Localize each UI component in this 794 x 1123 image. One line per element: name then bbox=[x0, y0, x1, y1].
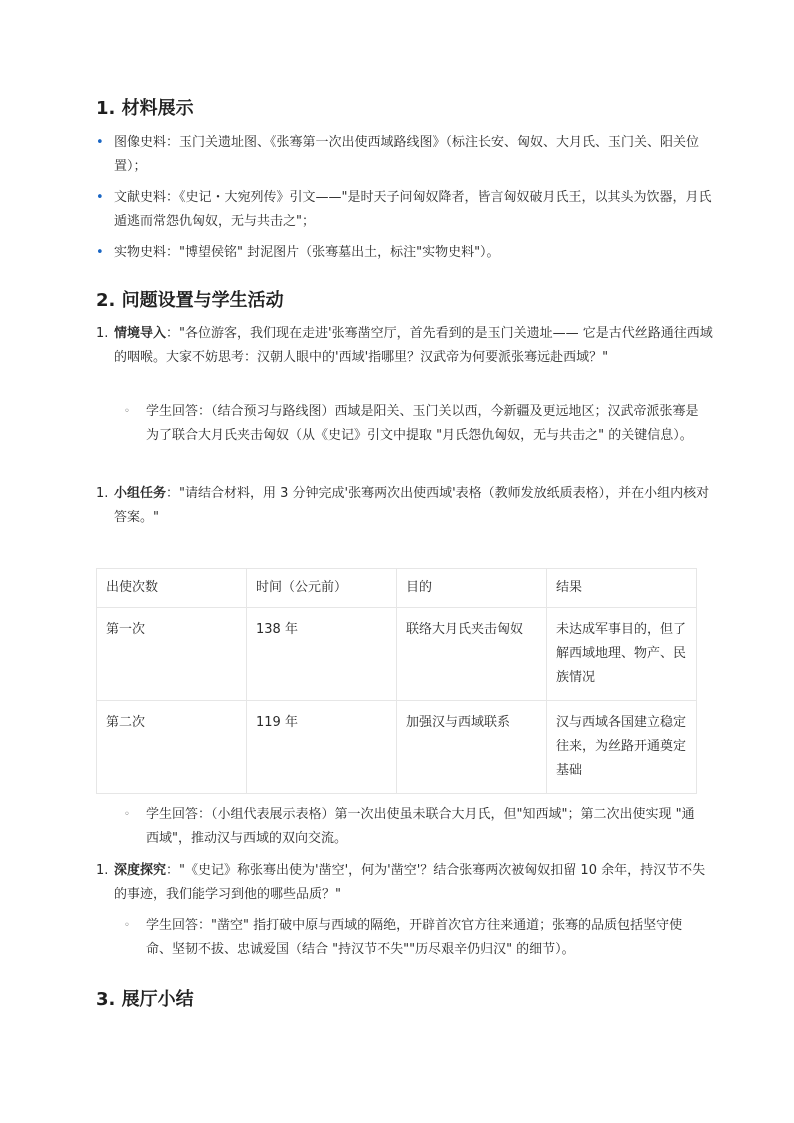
circle-bullet-icon: ◦ bbox=[124, 920, 130, 931]
table-cell: 138 年 bbox=[247, 608, 397, 701]
list-item-document-material bbox=[96, 186, 716, 234]
section-title-materials: 1. 材料展示 bbox=[96, 98, 194, 119]
section-title-summary: 3. 展厅小结 bbox=[96, 989, 194, 1010]
question-label: 情境导入 bbox=[114, 326, 167, 341]
table-header-cell: 目的 bbox=[397, 569, 547, 608]
question-situation bbox=[96, 322, 716, 370]
table-cell: 第一次 bbox=[97, 608, 247, 701]
question-label: 深度探究 bbox=[114, 863, 167, 878]
list-number: 1. bbox=[96, 486, 109, 501]
table-cell: 未达成军事目的，但了解西域地理、物产、民族情况 bbox=[547, 608, 697, 701]
list-item-image-material bbox=[96, 131, 716, 179]
table-cell: 联络大月氏夹击匈奴 bbox=[397, 608, 547, 701]
question-text: ："各位游客，我们现在走进'张骞凿空厅，首先看到的是玉门关遗址—— 它是古代丝路通往西域的咽喉。大家不妨思考：汉朝人眼中的'西域'指哪里？汉武帝为何要派张骞远赴西域？" bbox=[114, 326, 713, 365]
table-cell: 119 年 bbox=[247, 701, 397, 794]
question-deep-inquiry bbox=[96, 859, 716, 907]
bullet-icon: • bbox=[96, 245, 104, 260]
table-header-row bbox=[97, 569, 697, 608]
mission-table bbox=[96, 568, 697, 794]
bullet-icon: • bbox=[96, 190, 104, 205]
answer-situation bbox=[124, 400, 704, 448]
table-cell: 第二次 bbox=[97, 701, 247, 794]
bullet-icon: • bbox=[96, 135, 104, 150]
section-title-questions: 2. 问题设置与学生活动 bbox=[96, 290, 284, 311]
question-text: ："请结合材料，用 3 分钟完成'张骞两次出使西域'表格（教师发放纸质表格），并在小组内核对答案。" bbox=[114, 486, 710, 525]
table-header-cell: 结果 bbox=[547, 569, 697, 608]
circle-bullet-icon: ◦ bbox=[124, 406, 130, 417]
question-label: 小组任务 bbox=[114, 486, 167, 501]
list-item-text: 实物史料："博望侯铭" 封泥图片（张骞墓出土，标注"实物史料"）。 bbox=[114, 245, 500, 260]
table-header-cell: 出使次数 bbox=[97, 569, 247, 608]
table-cell: 加强汉与西域联系 bbox=[397, 701, 547, 794]
list-item-text: 文献史料：《史记・大宛列传》引文——"是时天子问匈奴降者，皆言匈奴破月氏王，以其头为饮器，月氏遁逃而常怨仇匈奴，无与共击之"； bbox=[114, 190, 712, 229]
list-item-object-material bbox=[96, 241, 716, 265]
question-text: ："《史记》称张骞出使为'凿空'，何为'凿空'？结合张骞两次被匈奴扣留 10 余年，持汉节不失的事迹，我们能学习到他的哪些品质？" bbox=[114, 863, 706, 902]
table-cell: 汉与西域各国建立稳定往来，为丝路开通奠定基础 bbox=[547, 701, 697, 794]
answer-deep-inquiry bbox=[124, 914, 704, 962]
answer-text: 学生回答：（小组代表展示表格）第一次出使虽未联合大月氏，但"知西域"；第二次出使实现 "通西域"，推动汉与西域的双向交流。 bbox=[146, 807, 695, 846]
table-row bbox=[97, 701, 697, 794]
answer-text: 学生回答：（结合预习与路线图）西域是阳关、玉门关以西，今新疆及更远地区；汉武帝派张骞是为了联合大月氏夹击匈奴（从《史记》引文中提取 "月氏怨仇匈奴，无与共击之" 的关键信息）。 bbox=[146, 404, 699, 443]
circle-bullet-icon: ◦ bbox=[124, 809, 130, 820]
list-number: 1. bbox=[96, 863, 109, 878]
list-item-text: 图像史料：玉门关遗址图、《张骞第一次出使西域路线图》（标注长安、匈奴、大月氏、玉门关、阳关位置）； bbox=[114, 135, 700, 174]
table-header-cell: 时间（公元前） bbox=[247, 569, 397, 608]
list-number: 1. bbox=[96, 326, 109, 341]
question-group-task bbox=[96, 482, 716, 530]
table-row bbox=[97, 608, 697, 701]
answer-group-task bbox=[124, 803, 704, 851]
answer-text: 学生回答："凿空" 指打破中原与西域的隔绝，开辟首次官方往来通道；张骞的品质包括坚守使命、坚韧不拔、忠诚爱国（结合 "持汉节不失""历尽艰辛仍归汉" 的细节）。 bbox=[146, 918, 683, 957]
